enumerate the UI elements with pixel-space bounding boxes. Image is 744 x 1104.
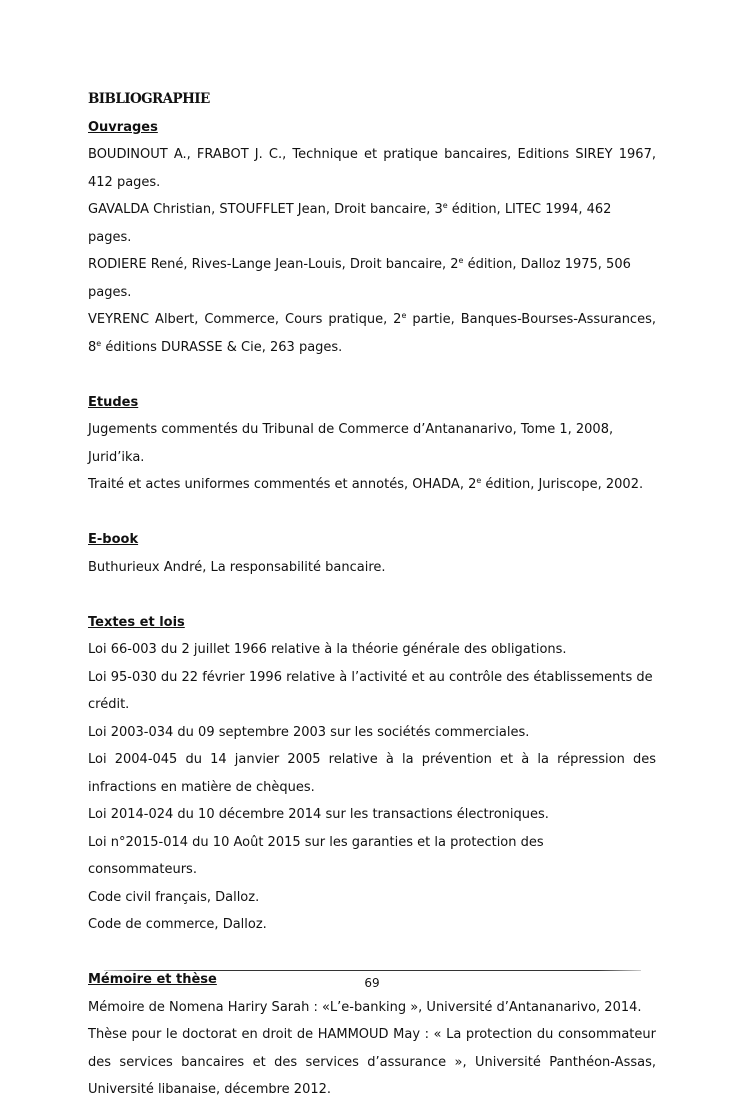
section-heading-memoire: Mémoire et thèse	[88, 972, 217, 987]
entry-loi-2003-034: Loi 2003-034 du 09 septembre 2003 sur les sociétés commerciales.	[88, 724, 530, 740]
entry-loi-66-003: Loi 66-003 du 2 juillet 1966 relative à la théorie générale des obligations.	[88, 642, 567, 657]
section-heading-textes: Textes et lois	[88, 614, 185, 630]
entry-code-commerce: Code de commerce, Dalloz.	[88, 917, 267, 932]
entry-boudinout: BOUDINOUT A., FRABOT J. C., Technique et pratique bancaires, Editions SIREY 1967, 412 pages.	[88, 147, 656, 190]
entry-memoire-nomena: Mémoire de Nomena Hariry Sarah : «L’e-banking », Université d’Antananarivo, 2014.	[88, 999, 642, 1015]
entry-loi-2015-014: Loi n°2015-014 du 10 Août 2015 sur les garanties et la protection des consommateurs.	[88, 834, 544, 877]
entry-these-hammoud: Thèse pour le doctorat en droit de HAMMOUD May : « La protection du consommateur des services bancaires et des services d’assurance », Université Panthéon-Assas, Université libanaise, décembre 2012.	[88, 1027, 656, 1097]
section-heading-ebook: E-book	[88, 532, 139, 547]
section-heading-ouvrages: Ouvrages	[88, 119, 158, 135]
entry-ohada: Traité et actes uniformes commentés et annotés, OHADA, 2e édition, Juriscope, 2002.	[88, 476, 644, 492]
entry-loi-2004-045: Loi 2004-045 du 14 janvier 2005 relative à la prévention et à la répression des infractions en matière de chèques.	[88, 752, 656, 795]
page-title: BIBLIOGRAPHIE	[88, 91, 210, 107]
entry-rodiere: RODIERE René, Rives-Lange Jean-Louis, Droit bancaire, 2e édition, Dalloz 1975, 506 pages.	[88, 256, 631, 300]
bibliography-page	[88, 86, 656, 1104]
entry-code-civil: Code civil français, Dalloz.	[88, 889, 260, 905]
entry-gavalda: GAVALDA Christian, STOUFFLET Jean, Droit bancaire, 3e édition, LITEC 1994, 462 pages.	[88, 201, 612, 245]
page-number: 69	[364, 976, 380, 990]
entry-loi-2014-024: Loi 2014-024 du 10 décembre 2014 sur les transactions électroniques.	[88, 807, 549, 822]
entry-loi-95-030: Loi 95-030 du 22 février 1996 relative à l’activité et au contrôle des établissements de crédit.	[88, 669, 653, 712]
footer-rule	[104, 970, 641, 971]
entry-veyrenc: VEYRENC Albert, Commerce, Cours pratique, 2e partie, Banques-Bourses-Assurances, 8e éditions DURASSE & Cie, 263 pages.	[88, 311, 656, 355]
entry-jugements: Jugements commentés du Tribunal de Commerce d’Antananarivo, Tome 1, 2008, Jurid’ika.	[88, 422, 614, 465]
section-heading-etudes: Etudes	[88, 394, 139, 410]
entry-buthurieux: Buthurieux André, La responsabilité bancaire.	[88, 559, 386, 575]
